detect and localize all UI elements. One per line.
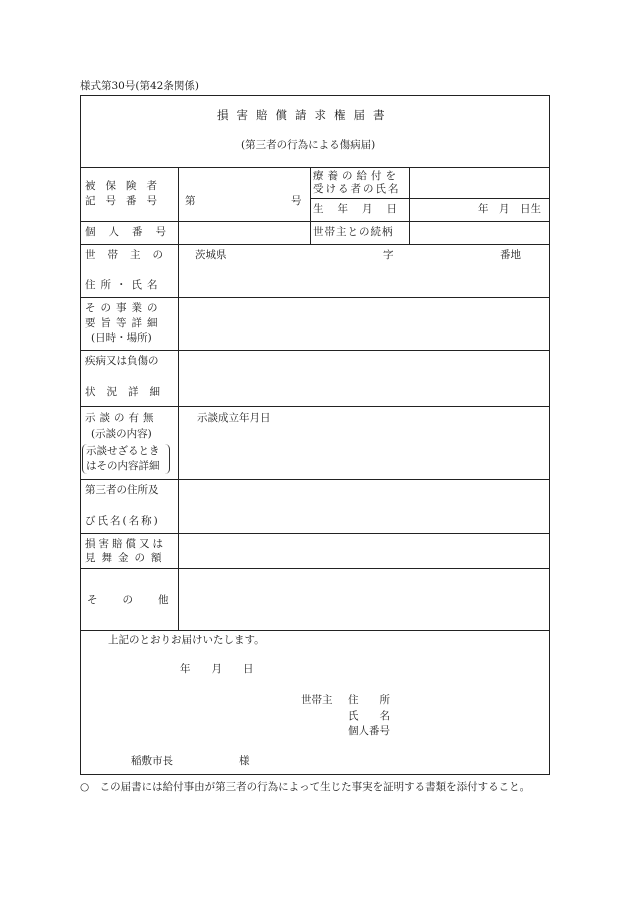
- relation-label: 世帯主との続柄: [313, 226, 394, 238]
- declaration-name: 氏 名: [348, 710, 390, 722]
- head-label: 世帯主の: [85, 249, 175, 261]
- head-banchi: 番地: [500, 249, 521, 261]
- third-party-label: 第三者の住所及: [85, 484, 159, 496]
- rule: [80, 167, 550, 168]
- rule: [80, 533, 550, 534]
- insured-prefix: 第: [185, 195, 196, 207]
- rule: [310, 198, 550, 199]
- declaration-sama: 様: [239, 755, 250, 767]
- other-label: その他: [87, 594, 194, 606]
- form-subtitle: (第三者の行為による傷病届): [241, 139, 376, 151]
- recipient-label: 受ける者の氏名: [313, 183, 401, 195]
- birth-value: 年 月 日生: [478, 203, 541, 215]
- rule: [80, 244, 550, 245]
- rule: [80, 350, 550, 351]
- incident-label: 要旨等詳細: [85, 317, 163, 329]
- recipient-label: 療養の給付を: [313, 170, 400, 182]
- rule: [80, 568, 550, 569]
- incident-label: (日時・場所): [91, 332, 152, 344]
- insured-label: 記号番号: [85, 195, 167, 207]
- incident-label: その事業の: [85, 302, 163, 314]
- declaration-date: 年 月 日: [180, 663, 254, 675]
- settlement-label: (示談の内容): [91, 428, 152, 440]
- head-pref: 茨城県: [195, 249, 227, 261]
- head-label: 住所・氏名: [85, 279, 163, 291]
- footnote: ○ この届書には給付事由が第三者の行為によって生じた事実を証明する書類を添付すること。: [80, 781, 531, 793]
- injury-label: 疾病又は負傷の: [85, 355, 159, 367]
- rule: [80, 297, 550, 298]
- insured-label: 被保険者: [85, 180, 167, 192]
- compensation-label: 見舞金の額: [85, 552, 168, 564]
- rule: [80, 406, 550, 407]
- insured-suffix: 号: [291, 195, 302, 207]
- settlement-date: 示談成立年月日: [197, 412, 271, 424]
- rule: [80, 630, 550, 631]
- declaration-personal-number: 個人番号: [348, 725, 390, 737]
- settlement-label: はその内容詳細: [86, 460, 160, 472]
- declaration-text: 上記のとおりお届けいたします。: [108, 634, 265, 646]
- form-title: 損害賠償請求権届書: [217, 108, 393, 122]
- personal-number-label: 個人番号: [85, 226, 179, 238]
- declaration-address: 住 所: [348, 694, 390, 706]
- birth-label: 生年月日: [313, 203, 411, 215]
- settlement-label: 示談の有無: [85, 412, 158, 424]
- declaration-head: 世帯主: [301, 694, 333, 706]
- third-party-label: び氏名(名称): [85, 515, 160, 527]
- form-number: 様式第30号(第42条関係): [80, 80, 199, 92]
- compensation-label: 損害賠償又は: [85, 538, 166, 550]
- rule: [80, 479, 550, 480]
- head-aza: 字: [383, 249, 394, 261]
- injury-label: 状況詳細: [85, 386, 171, 398]
- settlement-label: 示談せざるとき: [86, 445, 160, 457]
- rule: [80, 221, 550, 222]
- rule: [310, 167, 311, 244]
- declaration-mayor: 稲敷市長: [131, 755, 173, 767]
